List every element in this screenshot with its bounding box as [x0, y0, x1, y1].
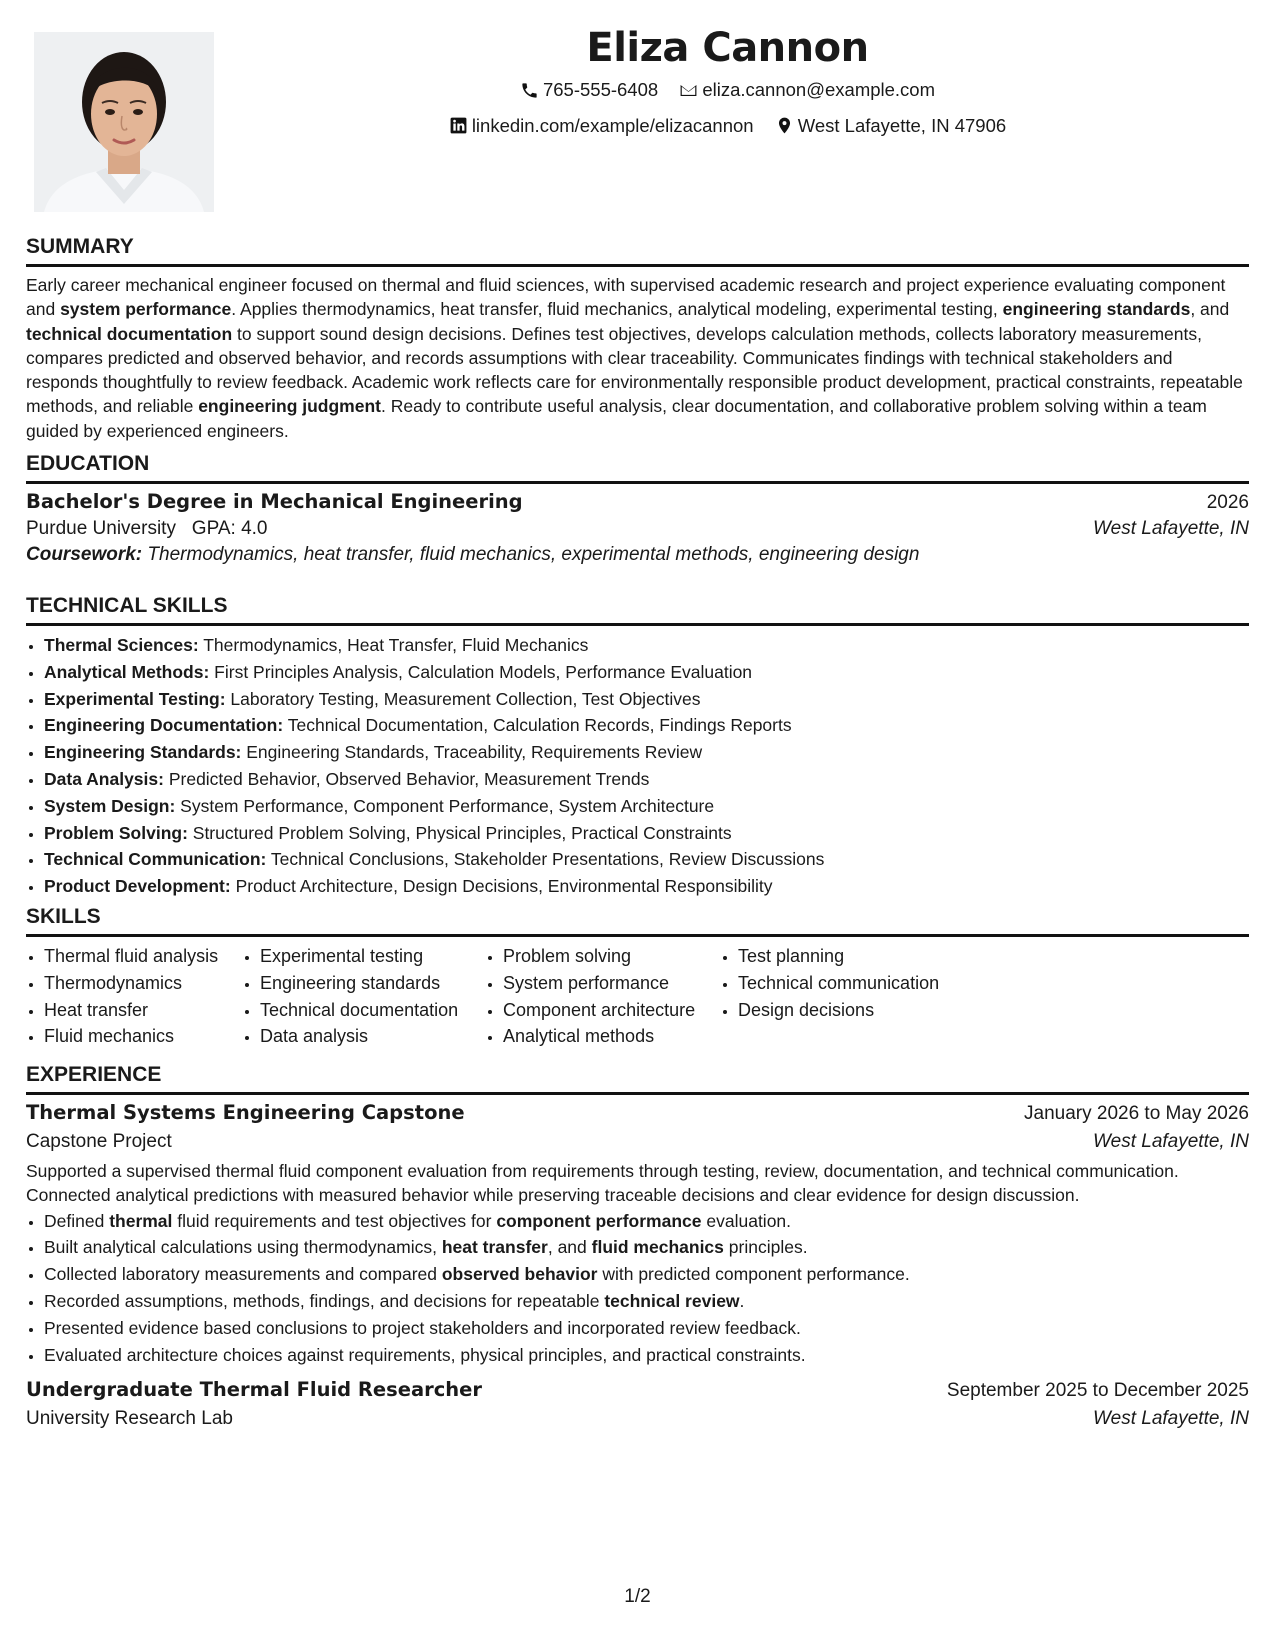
text-segment: , and [547, 1237, 592, 1258]
linkedin-icon [449, 116, 468, 135]
resume-header [206, 22, 1249, 145]
technical-skill-item [44, 846, 1249, 873]
skill-category: Engineering Documentation: [44, 715, 284, 736]
text-segment: Built analytical calculations using thermodynamics, [44, 1237, 442, 1258]
job-location: West Lafayette, IN [1093, 1408, 1249, 1430]
technical-skill-item [44, 873, 1249, 900]
technical-skill-item [44, 632, 1249, 659]
phone-icon [520, 81, 539, 100]
bold-text: heat transfer [441, 1237, 548, 1258]
graduation-year: 2026 [1206, 492, 1249, 513]
text-segment: evaluation. [701, 1210, 792, 1231]
bold-text: system performance [60, 299, 232, 320]
text-segment: Evaluated architecture choices against requirements, physical principles, and practical constraints. [44, 1344, 806, 1365]
job-bullet [44, 1315, 1249, 1342]
skill-category: Problem Solving: [44, 822, 188, 843]
skills-section [26, 904, 1249, 1050]
job-title: Thermal Systems Engineering Capstone [26, 1101, 465, 1124]
skill-item: • Data analysis [260, 1023, 485, 1050]
section-title: EXPERIENCE [26, 1063, 162, 1086]
skill-item: • Test planning [738, 943, 960, 970]
text-segment: Defined [44, 1210, 110, 1231]
section-divider [26, 934, 1249, 937]
skill-values: System Performance, Component Performance, System Architecture [175, 795, 715, 816]
skill-category: Engineering Standards: [44, 742, 242, 763]
skill-values: Technical Documentation, Calculation Records, Findings Reports [283, 715, 792, 736]
skill-category: Analytical Methods: [44, 661, 210, 682]
section-title: EDUCATION [26, 452, 150, 475]
skill-item: • Component architecture [503, 997, 720, 1024]
technical-skill-item [44, 739, 1249, 766]
skills-grid [26, 943, 1249, 1050]
gpa: GPA: 4.0 [191, 518, 268, 539]
skills-column [720, 943, 960, 1050]
text-segment: Recorded assumptions, methods, findings, and decisions for repeatable [44, 1290, 605, 1311]
text-segment: to support sound design decisions. Defines test objectives, develops calculation methods, collects laboratory measurements, compares predicted and observed behavior, and records assumptions with clear traceability. Communicates findings with technical stakeholders and responds thoughtfully to review feedback. Academic work reflects care for environmentally responsible product development, practical constraints, repeatable methods, and reliable [26, 323, 1243, 417]
technical-skill-item [44, 686, 1249, 713]
job-bullet [44, 1234, 1249, 1261]
map-pin-icon [775, 116, 794, 135]
job-header-row [26, 1101, 1249, 1125]
skill-item: • Engineering standards [260, 970, 485, 997]
text-segment: with predicted component performance. [597, 1264, 910, 1285]
bold-text: thermal [109, 1210, 173, 1231]
section-title: TECHNICAL SKILLS [26, 594, 228, 617]
text-segment: Collected laboratory measurements and compared [44, 1264, 442, 1285]
text-segment: principles. [723, 1237, 808, 1258]
candidate-name: Eliza Cannon [586, 25, 869, 71]
experience-section [26, 1062, 1249, 1430]
email-text[interactable]: eliza.cannon@example.com [702, 79, 936, 100]
envelope-icon [679, 81, 698, 100]
section-title: SUMMARY [26, 235, 134, 258]
text-segment: . Applies thermodynamics, heat transfer, fluid mechanics, analytical modeling, experimental testing, [231, 299, 1003, 320]
coursework-text: Thermodynamics, heat transfer, fluid mechanics, experimental methods, engineering design [147, 544, 920, 565]
resume-page [26, 0, 1249, 1650]
job-organization: University Research Lab [26, 1408, 233, 1430]
school-info [26, 518, 267, 540]
email-contact[interactable] [679, 74, 935, 106]
skill-values: Structured Problem Solving, Physical Principles, Practical Constraints [187, 822, 732, 843]
technical-skill-item [44, 766, 1249, 793]
skills-column [26, 943, 242, 1050]
skill-values: Predicted Behavior, Observed Behavior, Measurement Trends [163, 768, 650, 789]
text-segment: . [739, 1290, 745, 1311]
job-title: Undergraduate Thermal Fluid Researcher [26, 1378, 483, 1402]
section-divider [26, 1092, 1249, 1095]
summary-paragraph [26, 273, 1249, 443]
bold-text: component performance [496, 1210, 702, 1231]
skill-values: Product Architecture, Design Decisions, Environmental Responsibility [230, 876, 773, 897]
phone-text: 765-555-6408 [542, 79, 659, 100]
skill-item: • Analytical methods [503, 1023, 720, 1050]
job-bullet [44, 1208, 1249, 1235]
technical-skills-section [26, 593, 1249, 900]
job-dates: September 2025 to December 2025 [946, 1380, 1249, 1402]
section-divider [26, 481, 1249, 484]
job-entry [26, 1101, 1249, 1368]
education-section [26, 451, 1249, 566]
skill-category: Thermal Sciences: [44, 635, 199, 655]
bold-text: technical review [604, 1290, 740, 1311]
technical-skill-item [44, 793, 1249, 820]
bold-text: technical documentation [26, 323, 233, 344]
technical-skill-item [44, 712, 1249, 739]
job-bullet [44, 1288, 1249, 1315]
contact-row-2 [206, 110, 1249, 146]
job-description: Supported a supervised thermal fluid component evaluation from requirements through testing, review, documentation, and technical communication. Connected analytical predictions with measured behavior while preserving traceable decisions and clear evidence for design discussion. [26, 1161, 1179, 1206]
school-name: Purdue University [26, 518, 176, 539]
job-bullet [44, 1261, 1249, 1288]
skill-category: Product Development: [44, 876, 231, 897]
skill-values: Laboratory Testing, Measurement Collection, Test Objectives [225, 688, 701, 709]
technical-skills-list [26, 632, 1249, 900]
bold-text: fluid mechanics [591, 1237, 724, 1258]
page-number: 1/2 [624, 1586, 651, 1607]
text-segment: Early career mechanical engineer focused on thermal and fluid sciences, with supervised academic research and project experience evaluating component and [26, 275, 1226, 320]
job-organization: Capstone Project [26, 1131, 172, 1152]
text-segment: . Ready to contribute useful analysis, clear documentation, and collaborative problem solving within a team guided by experienced engineers. [26, 396, 1207, 441]
section-divider [26, 623, 1249, 626]
location-contact [775, 110, 1006, 142]
skill-values: Thermodynamics, Heat Transfer, Fluid Mechanics [198, 635, 589, 655]
skill-category: Data Analysis: [44, 768, 164, 789]
skill-category: Technical Communication: [44, 849, 267, 870]
job-dates: January 2026 to May 2026 [1024, 1103, 1249, 1124]
profile-photo [34, 32, 214, 212]
degree-title: Bachelor's Degree in Mechanical Engineering [26, 490, 523, 513]
skill-category: System Design: [44, 795, 176, 816]
job-header-row [26, 1378, 1249, 1402]
skill-item: • Thermal fluid analysis [44, 943, 242, 970]
bold-text: observed behavior [441, 1264, 598, 1285]
job-entry [26, 1378, 1249, 1430]
skill-item: • Heat transfer [44, 997, 242, 1024]
skill-values: Technical Conclusions, Stakeholder Presentations, Review Discussions [266, 849, 825, 870]
skill-category: Experimental Testing: [44, 688, 226, 709]
coursework-label: Coursework: [26, 544, 143, 565]
text-segment: , and [1190, 299, 1230, 320]
job-bullet [44, 1342, 1249, 1369]
linkedin-text[interactable]: linkedin.com/example/elizacannon [471, 114, 754, 136]
degree-row [26, 490, 1249, 514]
bold-text: engineering standards [1002, 299, 1191, 320]
skill-values: First Principles Analysis, Calculation Models, Performance Evaluation [209, 661, 753, 682]
section-title: SKILLS [26, 905, 101, 928]
technical-skill-item [44, 659, 1249, 686]
contact-row-1 [206, 74, 1249, 110]
job-org-row [26, 1131, 1249, 1153]
summary-section [26, 234, 1249, 443]
skill-item: • Fluid mechanics [44, 1023, 242, 1050]
technical-skill-item [44, 820, 1249, 847]
skill-item: • Thermodynamics [44, 970, 242, 997]
skill-item: • Experimental testing [260, 943, 485, 970]
skill-values: Engineering Standards, Traceability, Requirements Review [241, 742, 703, 763]
coursework [26, 544, 1249, 566]
skill-item: • Technical communication [738, 970, 960, 997]
job-bullets [26, 1208, 1249, 1369]
text-segment: Presented evidence based conclusions to project stakeholders and incorporated review feedback. [44, 1317, 801, 1338]
skills-column [485, 943, 720, 1050]
job-location: West Lafayette, IN [1093, 1131, 1249, 1152]
skill-item: • Problem solving [503, 943, 720, 970]
job-org-row [26, 1408, 1249, 1430]
text-segment: fluid requirements and test objectives for [172, 1210, 497, 1231]
phone-contact [520, 74, 658, 106]
school-location: West Lafayette, IN [1093, 518, 1249, 539]
section-divider [26, 264, 1249, 267]
location-text: West Lafayette, IN 47906 [797, 114, 1007, 136]
bold-text: engineering judgment [198, 396, 381, 417]
skills-column [242, 943, 485, 1050]
skill-item: • Technical documentation [260, 997, 485, 1024]
school-row [26, 518, 1249, 540]
linkedin-contact[interactable] [449, 110, 754, 142]
skill-item: • Design decisions [738, 997, 960, 1024]
skill-item: • System performance [503, 970, 720, 997]
